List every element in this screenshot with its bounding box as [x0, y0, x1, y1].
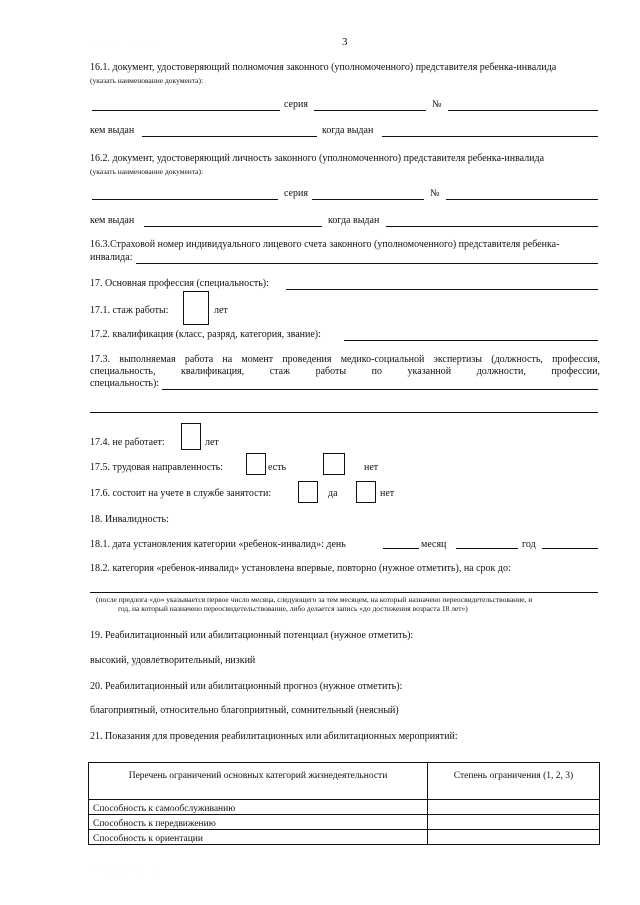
scan-noise: ˙ · · · ˙ · ·: [95, 870, 157, 876]
limitations-table: [88, 762, 600, 845]
s18-2-note-1: (после предлога «до» указывается первое число месяца, следующего за тем месяцем, на который назначено переосвидетельствование, и: [96, 595, 533, 604]
table-cell-category: Способность к самообслуживанию: [89, 800, 428, 815]
s16-1-series-label: серия: [284, 99, 308, 110]
table-cell-degree[interactable]: [428, 800, 600, 815]
scan-noise: · · ˙ · · · ˙ ·: [90, 40, 162, 46]
s16-1-title: 16.1. документ, удостоверяющий полномочия законного (уполномоченного) представителя ребенка-инвалида: [90, 62, 557, 73]
s16-2-issued-by-field[interactable]: [144, 226, 322, 227]
s17-1-years-box[interactable]: [183, 291, 209, 325]
s17-label: 17. Основная профессия (специальность):: [90, 278, 269, 289]
s18-1-year-label: год: [522, 539, 536, 550]
table-row: [89, 800, 600, 815]
s17-4-label: 17.4. не работает:: [90, 437, 165, 448]
s17-2-field[interactable]: [344, 340, 598, 341]
s16-1-doc-field[interactable]: [92, 110, 280, 111]
s18-1-label: 18.1. дата установления категории «ребенок-инвалид»: день: [90, 539, 346, 550]
s17-5-yes-label: есть: [268, 462, 287, 473]
s18-1-year-field[interactable]: [542, 548, 598, 549]
s16-1-issued-when-label: когда выдан: [322, 125, 374, 136]
s17-6-label: 17.6. состоит на учете в службе занятости:: [90, 488, 272, 499]
s16-2-issued-when-field[interactable]: [386, 226, 598, 227]
s19-options[interactable]: высокий, удовлетворительный, низкий: [90, 655, 256, 666]
table-header-degree: Степень ограничения (1, 2, 3): [428, 763, 600, 800]
s17-4-years-box[interactable]: [181, 423, 201, 450]
s17-5-no-label: нет: [364, 462, 379, 473]
s21-label: 21. Показания для проведения реабилитационных или абилитационных мероприятий:: [90, 731, 458, 742]
s16-2-issued-when-label: когда выдан: [328, 215, 380, 226]
s17-1-label: 17.1. стаж работы:: [90, 305, 169, 316]
s16-1-hint: (указать наименование документа):: [90, 76, 204, 85]
s16-3-line2: инвалида:: [90, 252, 133, 263]
s17-6-no-checkbox[interactable]: [356, 481, 376, 503]
s17-6-yes-checkbox[interactable]: [298, 481, 318, 503]
table-row: [89, 830, 600, 845]
table-header-row: [89, 763, 600, 800]
s18-1-day-field[interactable]: [383, 548, 419, 549]
table-header-categories: Перечень ограничений основных категорий жизнедеятельности: [89, 763, 428, 800]
s17-3-line3: специальность):: [90, 378, 160, 389]
s17-6-yes-label: да: [328, 488, 338, 499]
s16-1-issued-by-field[interactable]: [142, 136, 317, 137]
page-number: 3: [342, 36, 348, 48]
s18-2-field[interactable]: [90, 592, 598, 593]
s16-1-number-field[interactable]: [448, 110, 598, 111]
s17-3-field-2[interactable]: [90, 412, 598, 413]
s17-6-no-label: нет: [380, 488, 395, 499]
table-cell-degree[interactable]: [428, 815, 600, 830]
s18-2-note-2: год, на который назначено переосвидетельствование, либо делается запись «до достижения возраста 18 лет»): [118, 604, 468, 613]
s16-1-number-label: №: [432, 99, 442, 110]
s17-1-unit: лет: [214, 305, 228, 316]
table-cell-category: Способность к передвижению: [89, 815, 428, 830]
s16-3-line1: 16.3.Страховой номер индивидуального лицевого счета законного (уполномоченного) представителя ребенка-: [90, 239, 560, 250]
s16-1-issued-when-field[interactable]: [382, 136, 598, 137]
s17-4-unit: лет: [205, 437, 219, 448]
s16-2-number-label: №: [430, 188, 440, 199]
s17-3-line1: 17.3. выполняемая работа на момент проведения медико-социальной экспертизы (должность, профессия,: [90, 354, 600, 365]
s19-label: 19. Реабилитационный или абилитационный потенциал (нужное отметить):: [90, 630, 414, 641]
s17-5-yes-checkbox[interactable]: [246, 453, 266, 475]
s16-1-series-field[interactable]: [314, 110, 426, 111]
s16-1-issued-by-label: кем выдан: [90, 125, 135, 136]
s17-field[interactable]: [286, 289, 598, 290]
s17-3-field[interactable]: [162, 389, 598, 390]
table-cell-category: Способность к ориентации: [89, 830, 428, 845]
s17-5-no-checkbox[interactable]: [323, 453, 345, 475]
s16-2-series-label: серия: [284, 188, 308, 199]
table-row: [89, 815, 600, 830]
s18-1-month-field[interactable]: [456, 548, 518, 549]
s16-2-series-field[interactable]: [312, 199, 424, 200]
s20-label: 20. Реабилитационный или абилитационный прогноз (нужное отметить):: [90, 681, 403, 692]
s16-3-field[interactable]: [136, 263, 598, 264]
s18-1-month-label: месяц: [421, 539, 447, 550]
s16-2-hint: (указать наименование документа):: [90, 167, 204, 176]
s17-3-line2: специальность, квалификация, стаж работы по указанной должности, профессии,: [90, 366, 600, 377]
table-cell-degree[interactable]: [428, 830, 600, 845]
s16-2-issued-by-label: кем выдан: [90, 215, 135, 226]
s16-2-doc-field[interactable]: [92, 199, 278, 200]
s16-2-number-field[interactable]: [446, 199, 598, 200]
s16-2-title: 16.2. документ, удостоверяющий личность законного (уполномоченного) представителя ребенка-инвалида: [90, 153, 545, 164]
s18-2-label: 18.2. категория «ребенок-инвалид» установлена впервые, повторно (нужное отметить), на срок до:: [90, 563, 511, 574]
s17-2-label: 17.2. квалификация (класс, разряд, категория, звание):: [90, 329, 321, 340]
s18-label: 18. Инвалидность:: [90, 514, 169, 525]
s20-options[interactable]: благоприятный, относительно благоприятный, сомнительный (неясный): [90, 705, 399, 716]
s17-5-label: 17.5. трудовая направленность:: [90, 462, 224, 473]
